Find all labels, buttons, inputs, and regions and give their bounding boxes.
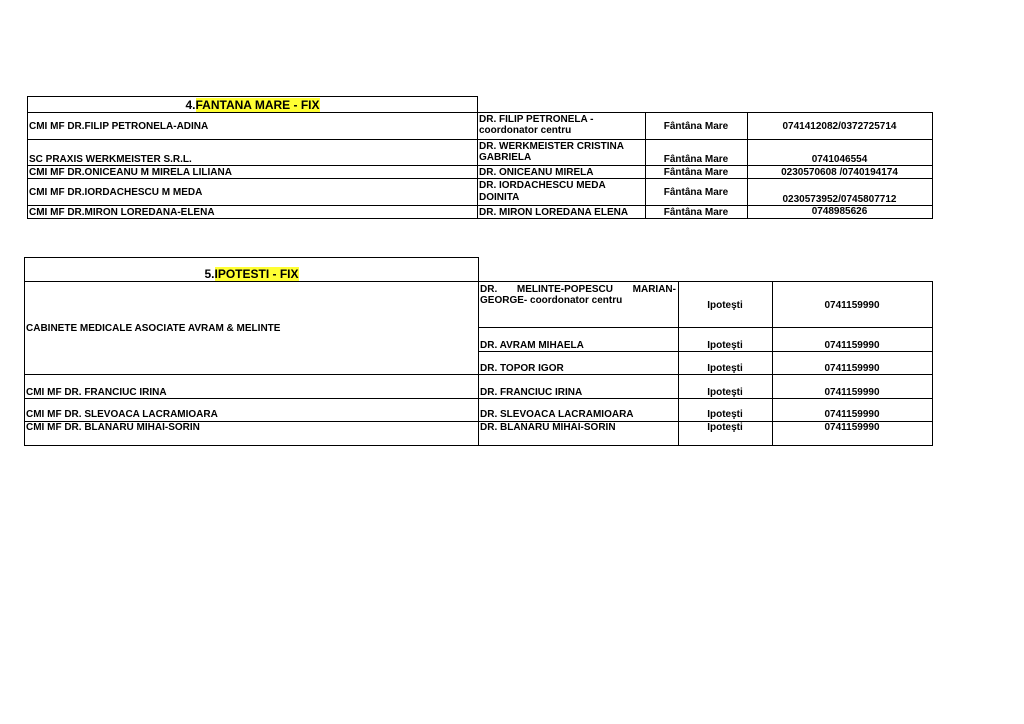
- practice-name: CMI MF DR.FILIP PETRONELA-ADINA: [29, 121, 209, 132]
- practice-name: CMI MF DR.ONICEANU M MIRELA LILIANA: [29, 167, 232, 178]
- doctor-name: DR. AVRAM MIHAELA: [480, 340, 584, 351]
- section-4-title-number: 4.: [185, 98, 196, 112]
- locality: Ipoteşti: [707, 340, 743, 351]
- locality: Ipoteşti: [707, 387, 743, 398]
- doctor-name: DR. ONICEANU MIRELA: [479, 167, 594, 178]
- section-5-title: [24, 267, 479, 281]
- group-practice-name: CABINETE MEDICALE ASOCIATE AVRAM & MELINTE: [26, 323, 281, 334]
- phone: 0748985626: [811, 206, 868, 217]
- doctor-name: DR. MIRON LOREDANA ELENA: [479, 207, 629, 218]
- doctor-name: DR. TOPOR IGOR: [480, 363, 564, 374]
- practice-name: CMI MF DR. BLANARU MIHAI-SORIN: [26, 422, 200, 433]
- doctor-name: DR. SLEVOACA LACRAMIOARA: [480, 409, 634, 420]
- doctor-name: DR. MELINTE-POPESCU MARIAN-: [480, 284, 676, 295]
- doctor-name-cont: DOINITA: [479, 192, 520, 203]
- locality: Fântâna Mare: [663, 121, 729, 132]
- doctor-name: DR. FILIP PETRONELA -: [479, 114, 594, 125]
- phone: 0230570608 /0740194174: [781, 167, 898, 178]
- phone: 0741159990: [824, 422, 880, 433]
- locality: Fântâna Mare: [663, 187, 729, 198]
- doctor-name: DR. WERKMEISTER CRISTINA: [479, 141, 624, 152]
- phone: 0741046554: [811, 154, 868, 165]
- phone: 0741159990: [824, 340, 880, 351]
- locality: Ipoteşti: [707, 300, 743, 311]
- practice-name: SC PRAXIS WERKMEISTER S.R.L.: [29, 154, 192, 165]
- section-5-title-text: IPOTESTI - FIX: [214, 267, 299, 281]
- practice-name: CMI MF DR. SLEVOACA LACRAMIOARA: [26, 409, 218, 420]
- locality: Fântâna Mare: [663, 154, 729, 165]
- locality: Ipoteşti: [707, 422, 743, 433]
- doctor-name: DR. BLANARU MIHAI-SORIN: [480, 422, 616, 433]
- doctor-name: DR. IORDACHESCU MEDA: [479, 180, 606, 191]
- phone: 0230573952/0745807712: [782, 194, 897, 205]
- doctor-name-cont: GABRIELA: [479, 152, 532, 163]
- phone: 0741159990: [824, 387, 880, 398]
- doctor-role: GEORGE- coordonator centru: [480, 295, 623, 306]
- phone: 0741412082/0372725714: [782, 121, 897, 132]
- phone: 0741159990: [824, 300, 880, 311]
- locality: Fântâna Mare: [663, 167, 729, 178]
- section-4-title: [27, 98, 478, 112]
- section-4-title-text: FANTANA MARE - FIX: [195, 98, 320, 112]
- locality: Ipoteşti: [707, 363, 743, 374]
- phone: 0741159990: [824, 363, 880, 374]
- locality: Ipoteşti: [707, 409, 743, 420]
- phone: 0741159990: [824, 409, 880, 420]
- section-5-title-number: 5.: [204, 267, 215, 281]
- locality: Fântâna Mare: [663, 207, 729, 218]
- practice-name: CMI MF DR.MIRON LOREDANA-ELENA: [29, 207, 215, 218]
- practice-name: CMI MF DR. FRANCIUC IRINA: [26, 387, 167, 398]
- practice-name: CMI MF DR.IORDACHESCU M MEDA: [29, 187, 203, 198]
- doctor-role: coordonator centru: [479, 125, 572, 136]
- doctor-name: DR. FRANCIUC IRINA: [480, 387, 583, 398]
